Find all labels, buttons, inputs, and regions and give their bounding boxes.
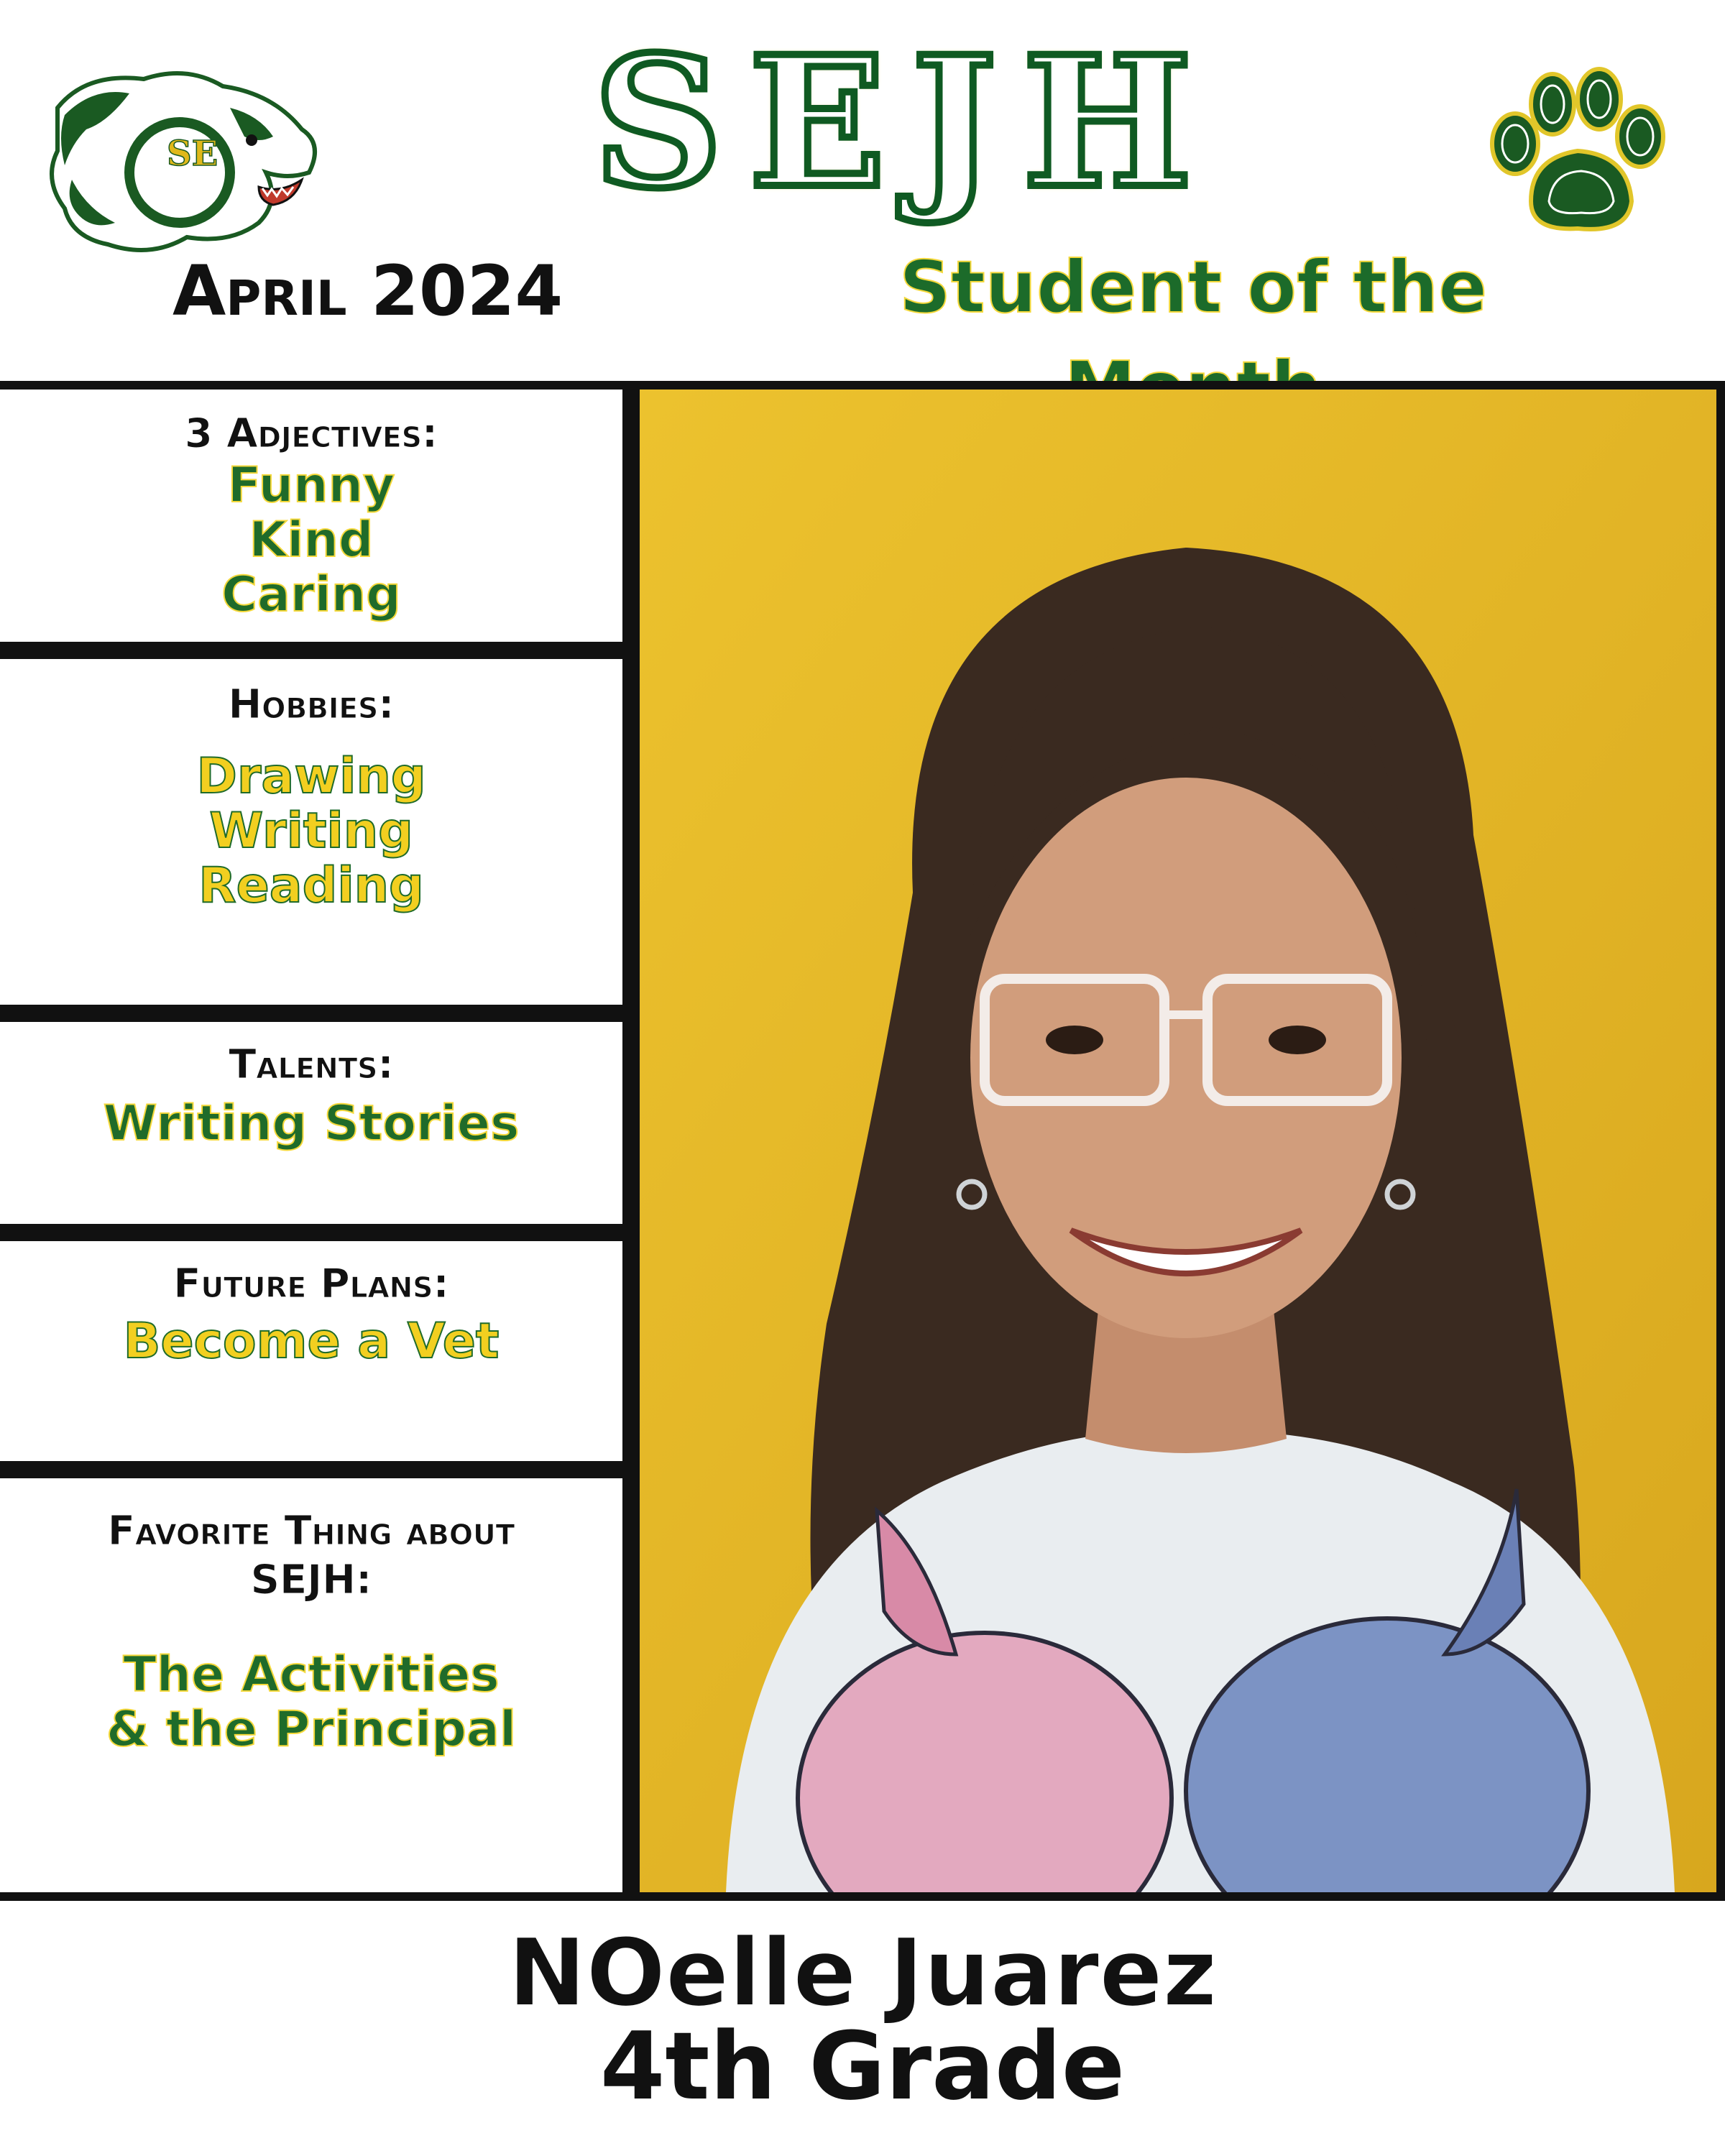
talents-label: Talents: [229,1041,394,1088]
adjective-2: Kind [249,512,374,568]
adjective-3: Caring [221,566,401,623]
hobby-2: Writing [209,803,413,860]
future-plans-label: Future Plans: [173,1261,449,1307]
future-plans-panel [0,1233,631,1470]
student-name: NOelle Juarez [507,1918,1218,2027]
future-plan-1: Become a Vet [123,1313,500,1370]
student-grade: 4th Grade [599,2012,1126,2121]
mascot-monogram: SE [167,134,218,174]
hobbies-label: Hobbies: [228,681,395,728]
hobbies-panel [0,650,631,1013]
school-title: SEJH [593,17,1218,228]
hobby-3: Reading [198,857,424,914]
adjectives-panel [0,381,631,650]
adjective-1: Funny [227,457,395,514]
favorite-thing-label-line1: Favorite Thing about [107,1508,515,1554]
talent-1: Writing Stories [103,1095,520,1152]
favorite-thing-label-line2: SEJH: [250,1557,372,1603]
student-photo [631,381,1725,1901]
talents-panel [0,1013,631,1233]
paw-print-icon [1481,65,1675,237]
hobby-1: Drawing [196,748,426,805]
favorite-thing-panel [0,1470,631,1901]
month-label: April 2024 [172,251,564,331]
subtitle: Student of the [898,245,1488,329]
favorite-thing-2: & the Principal [106,1701,517,1758]
favorite-thing-1: The Activities [123,1646,500,1703]
adjectives-label: 3 Adjectives: [184,410,438,457]
bear-mascot-icon [43,65,331,266]
